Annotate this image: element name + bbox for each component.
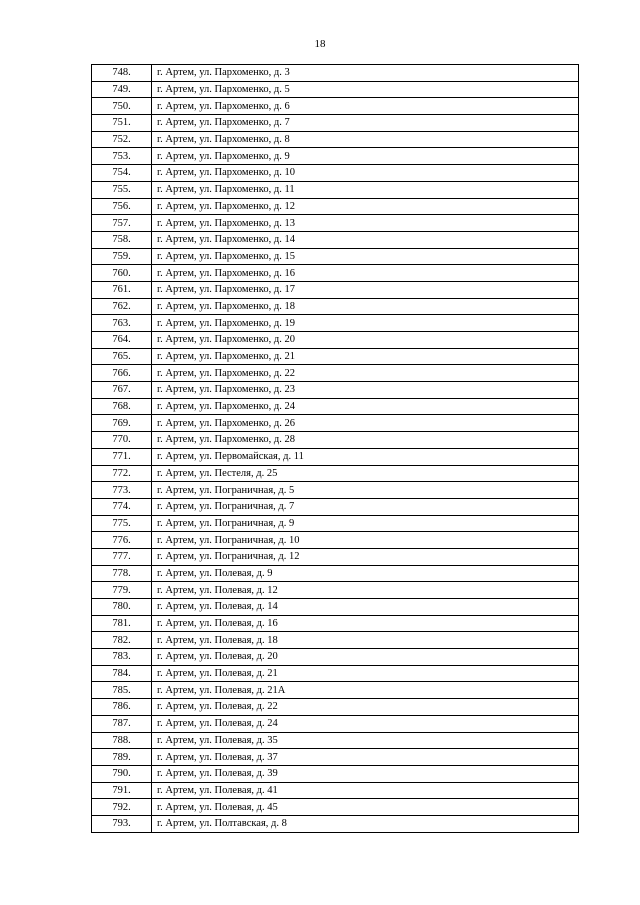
row-address: г. Артем, ул. Пархоменко, д. 11	[152, 181, 579, 198]
row-address: г. Артем, ул. Пархоменко, д. 8	[152, 131, 579, 148]
row-address: г. Артем, ул. Полевая, д. 16	[152, 615, 579, 632]
row-number: 777.	[92, 548, 152, 565]
row-address: г. Артем, ул. Пархоменко, д. 16	[152, 265, 579, 282]
row-number: 750.	[92, 98, 152, 115]
row-address: г. Артем, ул. Полевая, д. 35	[152, 732, 579, 749]
row-number: 778.	[92, 565, 152, 582]
row-number: 753.	[92, 148, 152, 165]
table-row	[92, 298, 579, 315]
row-address: г. Артем, ул. Пархоменко, д. 5	[152, 81, 579, 98]
row-number: 789.	[92, 749, 152, 766]
row-number: 770.	[92, 432, 152, 449]
table-row	[92, 715, 579, 732]
row-address: г. Артем, ул. Полевая, д. 37	[152, 749, 579, 766]
row-address: г. Артем, ул. Полевая, д. 24	[152, 715, 579, 732]
row-number: 749.	[92, 81, 152, 98]
table-row	[92, 815, 579, 832]
row-number: 787.	[92, 715, 152, 732]
row-number: 782.	[92, 632, 152, 649]
row-number: 759.	[92, 248, 152, 265]
table-row	[92, 231, 579, 248]
row-address: г. Артем, ул. Пархоменко, д. 10	[152, 165, 579, 182]
row-number: 773.	[92, 482, 152, 499]
table-row	[92, 665, 579, 682]
table-row	[92, 281, 579, 298]
row-number: 793.	[92, 815, 152, 832]
row-address: г. Артем, ул. Полевая, д. 22	[152, 699, 579, 716]
table-row	[92, 398, 579, 415]
row-number: 761.	[92, 281, 152, 298]
table-row	[92, 465, 579, 482]
table-row	[92, 265, 579, 282]
table-row	[92, 81, 579, 98]
table-row	[92, 782, 579, 799]
table-row	[92, 649, 579, 666]
row-number: 771.	[92, 448, 152, 465]
row-number: 784.	[92, 665, 152, 682]
row-address: г. Артем, ул. Пархоменко, д. 7	[152, 115, 579, 132]
row-address: г. Артем, ул. Пограничная, д. 7	[152, 498, 579, 515]
row-number: 763.	[92, 315, 152, 332]
table-row	[92, 432, 579, 449]
row-number: 762.	[92, 298, 152, 315]
table-row	[92, 682, 579, 699]
table-row	[92, 565, 579, 582]
row-number: 776.	[92, 532, 152, 549]
row-number: 769.	[92, 415, 152, 432]
row-number: 752.	[92, 131, 152, 148]
address-table-body	[92, 65, 579, 833]
row-address: г. Артем, ул. Первомайская, д. 11	[152, 448, 579, 465]
row-number: 758.	[92, 231, 152, 248]
row-address: г. Артем, ул. Пограничная, д. 5	[152, 482, 579, 499]
table-row	[92, 148, 579, 165]
row-address: г. Артем, ул. Пархоменко, д. 22	[152, 365, 579, 382]
table-row	[92, 732, 579, 749]
row-number: 775.	[92, 515, 152, 532]
row-address: г. Артем, ул. Полевая, д. 20	[152, 649, 579, 666]
row-number: 772.	[92, 465, 152, 482]
table-row	[92, 765, 579, 782]
row-number: 755.	[92, 181, 152, 198]
row-number: 788.	[92, 732, 152, 749]
table-row	[92, 115, 579, 132]
table-row	[92, 348, 579, 365]
row-address: г. Артем, ул. Пархоменко, д. 6	[152, 98, 579, 115]
row-address: г. Артем, ул. Полевая, д. 39	[152, 765, 579, 782]
row-number: 766.	[92, 365, 152, 382]
row-number: 768.	[92, 398, 152, 415]
row-address: г. Артем, ул. Пархоменко, д. 26	[152, 415, 579, 432]
row-address: г. Артем, ул. Полевая, д. 18	[152, 632, 579, 649]
table-row	[92, 749, 579, 766]
table-row	[92, 699, 579, 716]
row-address: г. Артем, ул. Пархоменко, д. 9	[152, 148, 579, 165]
table-row	[92, 498, 579, 515]
table-row	[92, 548, 579, 565]
row-number: 791.	[92, 782, 152, 799]
row-number: 757.	[92, 215, 152, 232]
row-number: 774.	[92, 498, 152, 515]
table-row	[92, 332, 579, 349]
row-address: г. Артем, ул. Пархоменко, д. 19	[152, 315, 579, 332]
row-number: 760.	[92, 265, 152, 282]
row-number: 764.	[92, 332, 152, 349]
table-row	[92, 181, 579, 198]
page-number: 18	[314, 38, 326, 50]
row-address: г. Артем, ул. Пархоменко, д. 20	[152, 332, 579, 349]
row-address: г. Артем, ул. Пархоменко, д. 18	[152, 298, 579, 315]
row-number: 748.	[92, 65, 152, 82]
table-row	[92, 515, 579, 532]
row-address: г. Артем, ул. Полевая, д. 9	[152, 565, 579, 582]
table-row	[92, 632, 579, 649]
row-number: 785.	[92, 682, 152, 699]
row-address: г. Артем, ул. Пархоменко, д. 21	[152, 348, 579, 365]
row-address: г. Артем, ул. Пархоменко, д. 13	[152, 215, 579, 232]
row-address: г. Артем, ул. Полтавская, д. 8	[152, 815, 579, 832]
row-number: 779.	[92, 582, 152, 599]
row-address: г. Артем, ул. Пархоменко, д. 24	[152, 398, 579, 415]
row-number: 781.	[92, 615, 152, 632]
row-address: г. Артем, ул. Пархоменко, д. 12	[152, 198, 579, 215]
row-number: 780.	[92, 599, 152, 616]
row-address: г. Артем, ул. Полевая, д. 45	[152, 799, 579, 816]
row-address: г. Артем, ул. Полевая, д. 21А	[152, 682, 579, 699]
table-row	[92, 582, 579, 599]
table-row	[92, 482, 579, 499]
row-address: г. Артем, ул. Пархоменко, д. 15	[152, 248, 579, 265]
table-row	[92, 131, 579, 148]
row-number: 790.	[92, 765, 152, 782]
table-row	[92, 448, 579, 465]
row-address: г. Артем, ул. Пограничная, д. 10	[152, 532, 579, 549]
row-address: г. Артем, ул. Пархоменко, д. 17	[152, 281, 579, 298]
table-row	[92, 615, 579, 632]
table-row	[92, 165, 579, 182]
row-number: 751.	[92, 115, 152, 132]
table-row	[92, 248, 579, 265]
row-address: г. Артем, ул. Полевая, д. 14	[152, 599, 579, 616]
row-address: г. Артем, ул. Пархоменко, д. 23	[152, 382, 579, 399]
table-row	[92, 65, 579, 82]
table-row	[92, 198, 579, 215]
table-row	[92, 215, 579, 232]
row-address: г. Артем, ул. Пограничная, д. 12	[152, 548, 579, 565]
row-address: г. Артем, ул. Пархоменко, д. 14	[152, 231, 579, 248]
table-row	[92, 365, 579, 382]
row-address: г. Артем, ул. Полевая, д. 12	[152, 582, 579, 599]
row-address: г. Артем, ул. Пограничная, д. 9	[152, 515, 579, 532]
table-row	[92, 382, 579, 399]
row-number: 754.	[92, 165, 152, 182]
row-number: 786.	[92, 699, 152, 716]
table-row	[92, 799, 579, 816]
row-number: 767.	[92, 382, 152, 399]
row-number: 783.	[92, 649, 152, 666]
row-address: г. Артем, ул. Полевая, д. 21	[152, 665, 579, 682]
table-row	[92, 315, 579, 332]
row-number: 765.	[92, 348, 152, 365]
row-address: г. Артем, ул. Полевая, д. 41	[152, 782, 579, 799]
table-row	[92, 599, 579, 616]
row-address: г. Артем, ул. Пестеля, д. 25	[152, 465, 579, 482]
row-number: 756.	[92, 198, 152, 215]
table-row	[92, 532, 579, 549]
table-row	[92, 98, 579, 115]
address-table	[91, 64, 579, 833]
row-address: г. Артем, ул. Пархоменко, д. 3	[152, 65, 579, 82]
table-row	[92, 415, 579, 432]
row-number: 792.	[92, 799, 152, 816]
row-address: г. Артем, ул. Пархоменко, д. 28	[152, 432, 579, 449]
